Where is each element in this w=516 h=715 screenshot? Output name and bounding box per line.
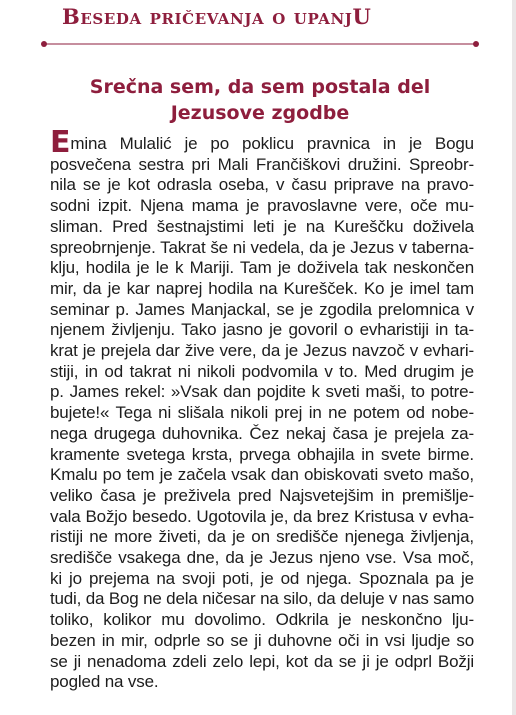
article-body xyxy=(50,125,474,693)
section-header xyxy=(40,4,480,44)
body-line: veliko časa je preživela pred Najsvetejšim in premišlje- xyxy=(50,485,474,505)
body-line: pogled na vse. xyxy=(50,672,159,692)
body-line: krat je prejela dar žive vere, da je Jezus navzoč v evhari- xyxy=(50,341,474,361)
body-line: vala Božjo besedo. Ugotovila je, da brez Kristusa v evha- xyxy=(50,506,474,526)
section-title: Beseda pričevanja o upanjU xyxy=(62,4,372,29)
drop-cap: E xyxy=(50,125,71,160)
article-title-line-1: Srečna sem, da sem postala del xyxy=(89,76,431,98)
body-line: nega drugega duhovnika. Čez nekaj časa je prejela za- xyxy=(50,423,474,443)
page-edge xyxy=(512,0,516,715)
body-line: klju, hodila je le k Mariji. Tam je doživela tak neskončen xyxy=(50,258,474,278)
header-divider xyxy=(40,40,480,48)
body-line: mir, da je kar naprej hodila na Kurešček. Ko je imel tam xyxy=(50,278,474,298)
body-line-text: mina Mulalić je po poklicu pravnica in je Bogu xyxy=(70,134,474,153)
body-line: seminar p. James Manjackal, se je zgodila prelomnica v xyxy=(50,299,474,319)
body-line: njenem življenju. Tako jasno je govoril o evharistiji in ta- xyxy=(50,320,474,340)
body-line: nila se je kot odrasla oseba, v času priprave na pravo- xyxy=(50,175,474,195)
body-line: Kmalu po tem je začela vsak dan obiskovati sveto mašo, xyxy=(50,465,474,485)
body-line: bujete!« Tega ni slišala nikoli prej in ne potem od nobe- xyxy=(50,403,474,423)
body-line: tudi, da Bog ne dela ničesar na silo, da deluje v nas samo xyxy=(50,589,474,609)
body-line: središče vsakega dne, da je Jezus njeno vse. Vsa moč, xyxy=(50,548,474,568)
body-line: se ji nenadoma zdeli zelo lepi, kot da se ji je odprl Božji xyxy=(50,651,474,671)
body-line xyxy=(50,125,474,160)
body-line: sodni izpit. Njena mama je pravoslavne vere, oče mu- xyxy=(50,196,474,216)
article-title-line-2: Jezusove zgodbe xyxy=(170,102,350,124)
body-line: kramente svetega krsta, prvega obhajila in svete birme. xyxy=(50,444,474,464)
body-line: ristiji ne more živeti, da je on središče njenega življenja, xyxy=(50,527,474,547)
body-line: ki jo prejema na svoji poti, je od njega. Spoznala pa je xyxy=(50,568,474,588)
divider-ornament xyxy=(40,40,480,48)
article-title xyxy=(40,74,480,126)
body-line: stiji, in od takrat ni nikoli podvomila v to. Med drugim je xyxy=(50,361,474,381)
body-line: toliko, kolikor mu dovolimo. Odkrila je neskončno lju- xyxy=(50,610,474,630)
body-line: posvečena sestra pri Mali Frančiškovi družini. Spreobr- xyxy=(50,154,474,174)
body-line: spreobrnjenje. Takrat še ni vedela, da je Jezus v taberna- xyxy=(50,237,474,257)
body-line: bezen in mir, odprle so se ji duhovne oči in vsi ljudje so xyxy=(50,630,474,650)
body-line: sliman. Pred šestnajstimi leti je na Kureščku doživela xyxy=(50,216,474,236)
body-line: p. James rekel: »Vsak dan pojdite k sveti maši, to potre- xyxy=(50,382,474,402)
